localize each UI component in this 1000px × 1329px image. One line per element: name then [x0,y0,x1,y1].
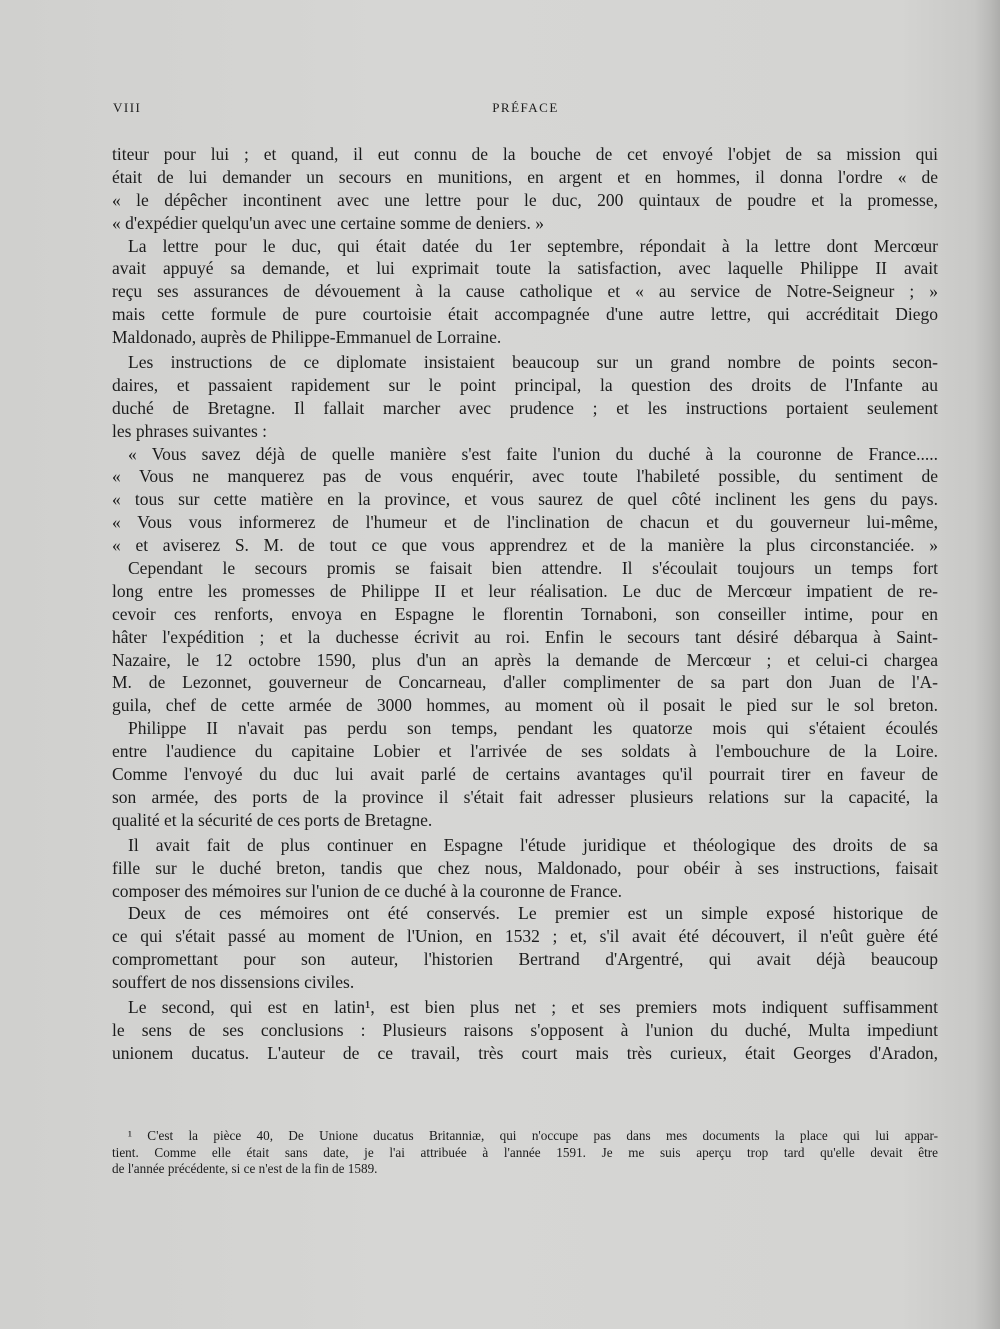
text-line: hâter l'expédition ; et la duchesse écrivit au roi. Enfin le secours tant désiré débarqua à Saint- [112,626,938,647]
page-number: VIII [113,100,142,115]
text-line: Philippe II n'avait pas perdu son temps, pendant les quatorze mois qui s'étaient écoulés [128,718,938,739]
text-line: compromettant pour son auteur, l'historien Bertrand d'Argentré, qui avait déjà beaucoup [112,949,938,970]
text-line: Nazaire, le 12 octobre 1590, plus d'un an après la demande de Mercœur ; et celui-ci chargea [112,649,938,670]
running-head [113,100,938,120]
text-line: long entre les promesses de Philippe II et leur réalisation. Le duc de Mercœur impatient de re- [112,580,938,601]
text-line: cevoir ces renforts, envoya en Espagne le florentin Tornaboni, son conseiller intime, pour en [112,603,938,624]
text-line: avait appuyé sa demande, et lui exprimait toute la satisfaction, avec laquelle Philippe II avait [112,258,938,279]
page-edge-shadow [974,0,1000,1329]
text-line: « le dépêcher incontinent avec une lettre pour le duc, 200 quintaux de poudre et la promesse, [112,189,938,210]
text-line: qualité et la sécurité de ces ports de Bretagne. [112,809,433,830]
text-line: daires, et passaient rapidement sur le point principal, la question des droits de l'Infante au [112,374,938,395]
running-head-title: PRÉFACE [492,100,559,115]
footnotes [112,1128,938,1178]
text-line: unionem ducatus. L'auteur de ce travail, très court mais très curieux, était Georges d'Aradon, [112,1042,938,1063]
text-line: reçu ses assurances de dévouement à la cause catholique et « au service de Notre-Seigneur ; » [112,281,938,302]
text-line: « Vous savez déjà de quelle manière s'est faite l'union du duché à la couronne de France..... [128,443,938,464]
text-line: Maldonado, auprès de Philippe-Emmanuel de Lorraine. [112,327,502,348]
text-line: « Vous vous informerez de l'humeur et de l'inclination de chacun et du gouverneur lui-même, [112,512,938,533]
text-line: mais cette formule de pure courtoisie était accompagnée d'une autre lettre, qui accréditait Diego [112,304,938,325]
text-line: « tous sur cette matière en la province, et vous saurez de quel côté inclinent les gens du pays. [112,489,938,510]
text-line: le sens de ses conclusions : Plusieurs raisons s'opposent à l'union du duché, Multa impediunt [112,1019,938,1040]
footnote-line: ¹ C'est la pièce 40, De Unione ducatus Britanniæ, qui n'occupe pas dans mes documents la place qui lui appar- [128,1128,938,1143]
text-line: était de lui demander un secours en munitions, en argent et en hommes, il donna l'ordre « de [112,166,938,187]
text-line: Deux de ces mémoires ont été conservés. Le premier est un simple exposé historique de [128,903,938,924]
text-line: les phrases suivantes : [112,420,268,441]
text-line: Comme l'envoyé du duc lui avait parlé de certains avantages qu'il pourrait tirer en faveur de [112,764,938,785]
footnote-line: tient. Comme elle était sans date, je l'ai attribuée à l'année 1591. Je me suis aperçu trop tard qu'elle devait être [112,1144,938,1160]
text-line: « d'expédier quelqu'un avec une certaine somme de deniers. » [112,212,544,233]
text-line: « et aviserez S. M. de tout ce que vous apprendrez et de la manière la plus circonstanciée. » [112,535,938,556]
footnote-line: de l'année précédente, si ce n'est de la fin de 1589. [112,1161,378,1176]
text-line: souffert de nos dissensions civiles. [112,972,355,993]
body-text [112,143,938,1065]
text-line: guila, chef de cette armée de 3000 hommes, au moment où il posait le pied sur le sol breton. [112,695,938,716]
text-line: Le second, qui est en latin¹, est bien plus net ; et ses premiers mots indiquent suffisamment [128,996,938,1017]
text-line: fille sur le duché breton, tandis que chez nous, Maldonado, pour obéir à ses instructions, faisait [112,857,938,878]
text-line: M. de Lezonnet, gouverneur de Concarneau, d'aller complimenter de sa part don Juan de l'A- [112,672,938,693]
text-line: Cependant le secours promis se faisait bien attendre. Il s'écoulait toujours un temps fort [128,558,938,579]
text-line: entre l'audience du capitaine Lobier et l'arrivée de ses soldats à l'embouchure de la Loire. [112,741,938,762]
text-line: titeur pour lui ; et quand, il eut connu de la bouche de cet envoyé l'objet de sa mission qui [112,144,938,164]
text-line: La lettre pour le duc, qui était datée du 1er septembre, répondait à la lettre dont Mercœur [128,235,938,256]
text-line: ce qui s'était passé au moment de l'Union, en 1532 ; et, s'il avait été découvert, il n'eût guère été [112,926,938,947]
text-line: Il avait fait de plus continuer en Espagne l'étude juridique et théologique des droits de sa [128,834,938,855]
text-line: son armée, des ports de la province il s'était fait adresser plusieurs relations sur la capacité, la [112,786,938,807]
text-line: Les instructions de ce diplomate insistaient beaucoup sur un grand nombre de points secon- [128,352,938,373]
text-line: composer des mémoires sur l'union de ce duché à la couronne de France. [112,880,622,901]
text-line: duché de Bretagne. Il fallait marcher avec prudence ; et les instructions portaient seulement [112,397,938,418]
text-line: « Vous ne manquerez pas de vous enquérir, avec toute l'habileté possible, du sentiment de [112,466,938,487]
